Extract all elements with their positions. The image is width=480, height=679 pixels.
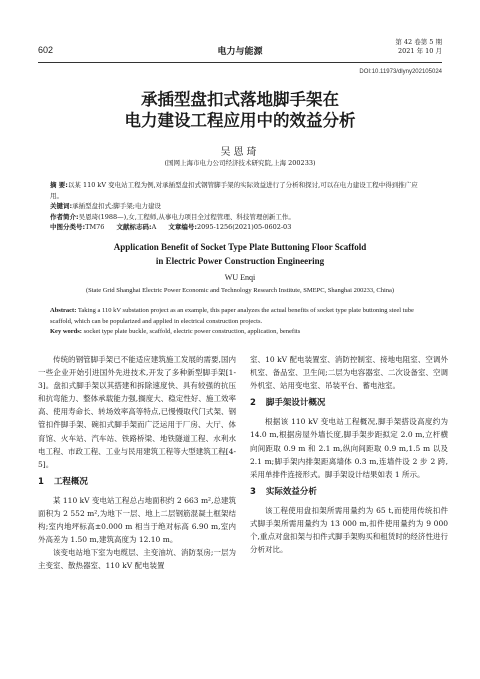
doc-code-value: A <box>151 223 157 231</box>
running-header <box>38 38 442 60</box>
paper-title <box>38 89 442 131</box>
author-info-label: 作者简介: <box>50 212 79 221</box>
section-1-heading <box>38 476 236 489</box>
abstract-text: 以某 110 kV 变电站工程为例,对承插型盘扣式钢管脚手架的实际效益进行了分析和探讨,可以在电力建设工程中得到推广应用。 <box>50 181 418 200</box>
section-3-number: 3 <box>250 486 256 497</box>
body-left-column <box>38 353 236 573</box>
title-line-2: 电力建设工程应用中的效益分析 <box>124 111 356 130</box>
keywords-text: 承插型盘扣式;脚手架;电力建设 <box>72 202 161 210</box>
author-info-paragraph <box>50 212 430 223</box>
english-keywords-paragraph <box>50 327 430 338</box>
english-author: WU Enqi <box>224 273 256 282</box>
english-abstract-label: Abstract: <box>50 307 77 314</box>
section-1-number: 1 <box>38 476 44 487</box>
author-affiliation: (国网上海市电力公司经济技术研究院,上海 200233) <box>164 159 316 167</box>
title-line-1: 承插型盘扣式落地脚手架在 <box>141 90 339 109</box>
intro-paragraph: 传统的钢管脚手架已不能适应建筑施工发展的需要,国内一些企业开始引进国外先进技术,开发了多种新型脚手架[1-3]。盘扣式脚手架以其搭建和拆除速度快、具有较强的抗压和抗弯能力、整体承载能力强,搁度大、稳定性好、施工效率高、使用寿命长、转场效率高等特点,已慢慢取代门式架、钢管扣件脚手架、碗扣式脚手架而广泛运用于厂房、大厅、体育馆、火车站、汽车站、铁路桥梁、地铁隧道工程、水利水电工程、市政工程、工业与民用建筑工程等大型建筑工程[4-5]。 <box>38 355 236 469</box>
section-1-title: 工程概况 <box>53 476 88 487</box>
clc-value: TM76 <box>85 223 105 231</box>
english-keywords-text: socket type plate buckle, scaffold, electric power construction, application, benefits <box>83 328 301 335</box>
clc-number <box>50 223 104 231</box>
keywords-paragraph <box>50 201 430 212</box>
section-2-heading <box>250 397 448 410</box>
english-abstract-block <box>50 306 430 338</box>
clc-label: 中图分类号: <box>50 223 86 231</box>
english-abstract-text: Taking a 110 kV substation project as an example, this paper analyzes the actual benefits of socket type plate buttoning steel tube scaffold, which can be popularized and applied in electrical construction projects. <box>50 307 414 325</box>
chinese-abstract-block <box>50 180 430 233</box>
document-code <box>116 223 156 231</box>
english-title-line-2: in Electric Power Construction Engineering <box>155 256 325 266</box>
classification-row <box>50 222 430 233</box>
doi: DOI:10.11973/dlyny202105024 <box>359 69 442 75</box>
section-2-number: 2 <box>250 398 256 409</box>
english-affiliation: (State Grid Shanghai Electric Power Economic and Technology Research Institute, SMEPC, Shanghai 200233, China) <box>85 287 395 294</box>
english-abstract-paragraph <box>50 306 430 327</box>
section-3-paragraph-1: 该工程使用盘扣架所需用量约为 65 t,而使用传统扣件式脚手架所需用量约为 13 000 m,扣件使用量约为 9 000 个,重点对盘扣架与扣件式脚手架购买和租赁时的经济性进行分析对比。 <box>250 505 448 555</box>
section-2-title: 脚手架设计概况 <box>265 398 326 409</box>
body-right-column <box>250 353 448 556</box>
page-number: 602 <box>38 45 54 55</box>
english-title-line-1: Application Benefit of Socket Type Plate Buttoning Floor Scaffold <box>113 242 367 252</box>
abstract-label: 摘 要: <box>50 181 68 189</box>
author-name: 吴恩琦 <box>220 147 260 158</box>
issue-date: 2021 年 10 月 <box>397 47 442 55</box>
article-id-value: 2095-1256(2021)05-0602-03 <box>196 223 292 231</box>
article-id-label: 文章编号: <box>168 223 197 231</box>
section-3-heading <box>250 486 448 499</box>
issue-info <box>395 38 442 56</box>
english-keywords-label: Key words: <box>50 328 82 335</box>
section-1-paragraph-2-continued: 室、10 kV 配电装置室、消防控制室、接地电阻室、空调外机室、备品室、卫生间;二层为电容器室、二次设备室、空调外机室、站用变电室、吊装平台、蓄电池室。 <box>250 355 448 391</box>
keywords-label: 关键词: <box>50 202 73 210</box>
english-title <box>30 240 450 268</box>
section-1-paragraph-1: 某 110 kV 变电站工程总占地面积约 2 663 m²,总建筑面积为 2 552 m²,为地下一层、地上二层钢筋混凝土框架结构;室内地坪标高±0.000 m 相当于绝对标高 6.90 m,室内外高差为 1.50 m,建筑高度为 12.10 m。 <box>38 495 236 545</box>
article-id <box>168 223 291 231</box>
abstract-paragraph <box>50 180 430 201</box>
author-info-text: 吴恩琦(1988—),女,工程师,从事电力项目全过程管理、科技管理创新工作。 <box>78 212 295 221</box>
journal-name: 电力与能源 <box>217 47 263 57</box>
section-1-paragraph-2: 该变电站地下室为电缆层、主变油坑、消防泵房;一层为主变室、散热器室、110 kV 配电装置 <box>38 548 236 571</box>
header-rule <box>38 62 442 63</box>
doc-code-label: 文献标志码: <box>116 223 152 231</box>
section-3-title: 实际效益分析 <box>265 486 317 497</box>
section-2-paragraph-1: 根据该 110 kV 变电站工程概况,脚手架搭设高度约为 14.0 m,根据房屋外墙长度,脚手架步距拟定 2.0 m,立杆横向间距取 0.9 m 和 2.1 m,纵向间距取 0.9 m,1.5 m 以及 2.1 m;脚手架内排架距离墙体 0.3 m,连墙件设 2 步 2 跨,采用单排件连接形式。脚手架设计结果如表 1 所示。 <box>250 417 448 479</box>
issue-volume: 第 42 卷第 5 期 <box>395 38 442 46</box>
